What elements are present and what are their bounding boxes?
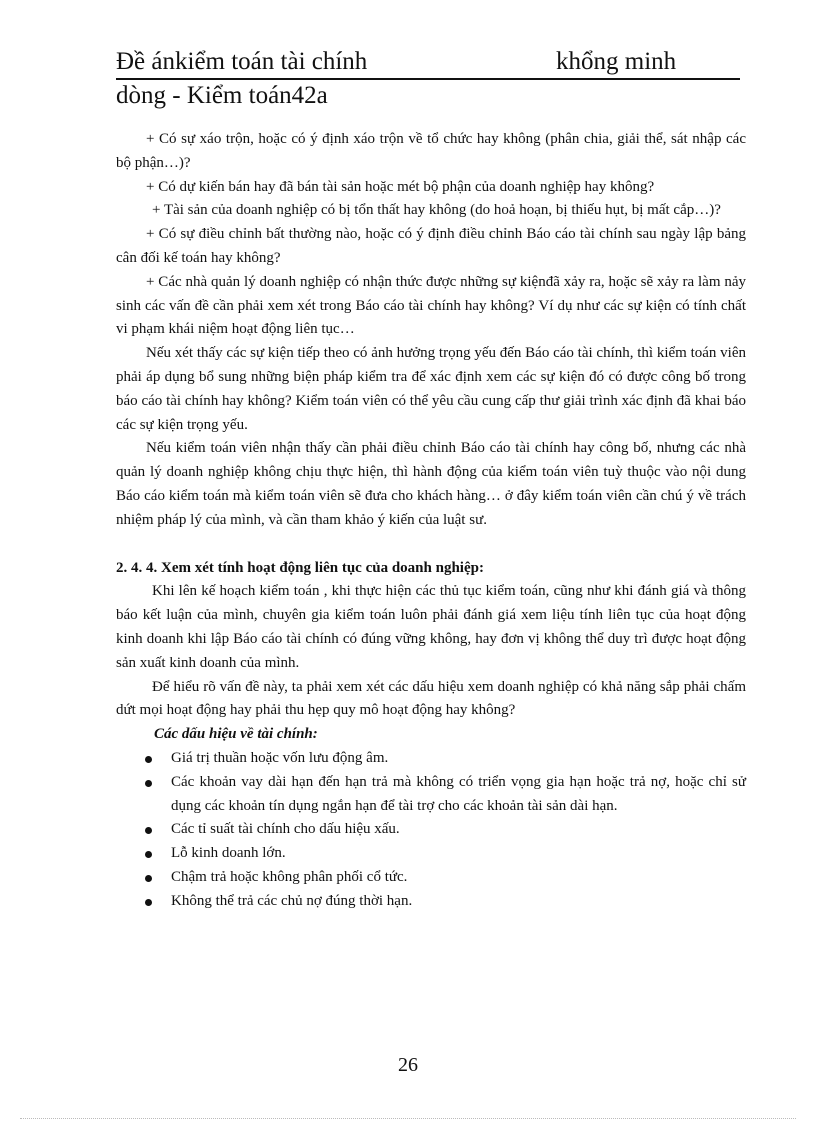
bullet-icon [145, 780, 152, 787]
bullet-icon [145, 875, 152, 882]
paragraph: Nếu xét thấy các sự kiện tiếp theo có ảnh hưởng trọng yếu đến Báo cáo tài chính, thì kiểm toán viên phải áp dụng bổ sung những biện pháp kiểm tra để xác định xem các sự kiện đó có được công bố trong báo cáo tài chính hay không? Kiểm toán viên có thể yêu cầu cung cấp thư giải trình xác định đã khai báo các sự kiện trọng yếu. [116, 345, 746, 433]
list-item-text: Các khoản vay dài hạn đến hạn trả mà không có triển vọng gia hạn hoặc trả nợ, hoặc chỉ sử dụng các khoản tín dụng ngắn hạn để tài trợ cho các khoản tài sản dài hạn. [171, 773, 746, 814]
list-item [116, 890, 746, 914]
page-bottom-divider [20, 1118, 796, 1119]
section-heading: 2. 4. 4. Xem xét tính hoạt động liên tục của doanh nghiệp: [116, 559, 484, 576]
header-subtitle: dòng - Kiểm toán42a [116, 82, 328, 109]
paragraph: + Có sự điều chỉnh bất thường nào, hoặc có ý định điều chỉnh Báo cáo tài chính sau ngày lập bảng cân đối kế toán hay không? [116, 226, 746, 266]
list-item [116, 771, 746, 819]
header-title-left: Đề ánkiểm toán tài chính [116, 48, 368, 75]
header-title-right: khổng minh [556, 48, 677, 75]
bullet-icon [145, 827, 152, 834]
paragraph: + Có sự xáo trộn, hoặc có ý định xáo trộn về tổ chức hay không (phân chia, giải thể, sát nhập các bộ phận…)? [116, 131, 746, 171]
page-header [116, 46, 740, 112]
list-item [116, 747, 746, 771]
bullet-icon [145, 899, 152, 906]
subheading: Các dấu hiệu về tài chính: [154, 726, 318, 743]
list-item [116, 842, 746, 866]
paragraph: + Các nhà quản lý doanh nghiệp có nhận thức được những sự kiệnđã xảy ra, hoặc sẽ xảy ra làm nảy sinh các vấn đề cần phải xem xét trong Báo cáo tài chính hay không? Ví dụ như các sự kiện có tính chất vi phạm khái niệm hoạt động liên tục… [116, 273, 746, 338]
page-number: 26 [398, 1054, 418, 1076]
document-body [116, 128, 746, 914]
list-item-text: Các tỉ suất tài chính cho dấu hiệu xấu. [171, 821, 400, 838]
bullet-list [116, 747, 746, 914]
list-item-text: Chậm trả hoặc không phân phối cổ tức. [171, 868, 408, 885]
list-item-text: Không thể trả các chủ nợ đúng thời hạn. [171, 892, 413, 909]
paragraph: + Có dự kiến bán hay đã bán tài sản hoặc mét bộ phận của doanh nghiệp hay không? [146, 178, 655, 195]
paragraph: Khi lên kế hoạch kiểm toán , khi thực hiện các thủ tục kiểm toán, cũng như khi đánh giá và thông báo kết luận của mình, chuyên gia kiểm toán luôn phải đánh giá xem liệu tính liên tục của hoạt động kinh doanh khi lập Báo cáo tài chính có đúng vững không, hay đơn vị không thể duy trì được hoạt động sản xuất kinh doanh của mình. [116, 583, 746, 671]
paragraph: Để hiểu rõ vấn đề này, ta phải xem xét các dấu hiệu xem doanh nghiệp có khả năng sắp phải chấm dứt mọi hoạt động hay phải thu hẹp quy mô hoạt động hay không? [116, 678, 746, 719]
list-item [116, 818, 746, 842]
bullet-icon [145, 756, 152, 763]
header-title-line [116, 46, 740, 80]
paragraph: Nếu kiểm toán viên nhận thấy cần phải điều chỉnh Báo cáo tài chính hay công bố, nhưng các nhà quản lý doanh nghiệp không chịu thực hiện, thì hành động của kiểm toán viên tuỳ thuộc vào nội dung Báo cáo kiểm toán mà kiểm toán viên sẽ đưa cho khách hàng… ở đây kiểm toán viên cần chú ý về trách nhiệm pháp lý của mình, và cần tham khảo ý kiến của luật sư. [116, 440, 746, 528]
list-item-text: Lỗ kinh doanh lớn. [171, 845, 286, 862]
list-item-text: Giá trị thuần hoặc vốn lưu động âm. [171, 749, 389, 766]
paragraph: + Tài sản của doanh nghiệp có bị tổn thất hay không (do hoả hoạn, bị thiếu hụt, bị mất cắp…)? [152, 202, 721, 219]
list-item [116, 866, 746, 890]
bullet-icon [145, 851, 152, 858]
